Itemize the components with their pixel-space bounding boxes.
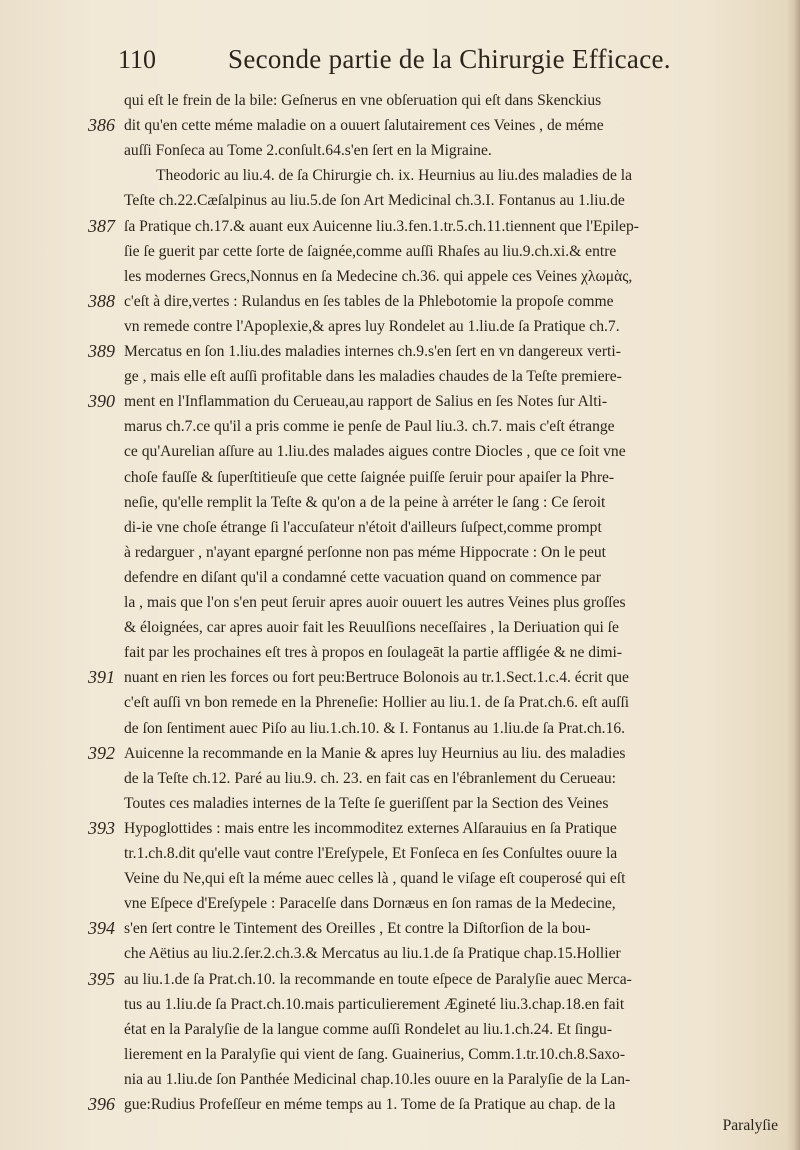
line-text: Veine du Ne,qui eſt la méme auec celles là , quand le viſage eſt couperosé qui eſt bbox=[124, 870, 626, 888]
line-text: Theodoric au liu.4. de ſa Chirurgie ch. ix. Heurnius au liu.des maladies de la bbox=[156, 167, 633, 185]
text-line bbox=[0, 1017, 800, 1042]
text-line bbox=[0, 1067, 800, 1092]
text-line bbox=[0, 615, 800, 640]
text-line bbox=[0, 339, 800, 364]
text-line bbox=[0, 941, 800, 966]
line-text: la , mais que l'on s'en peut ſeruir apres auoir ouuert les autres Veines plus groſſes bbox=[124, 594, 626, 611]
line-text: ce qu'Aurelian aſſure au 1.liu.des malades aigues contre Diocles , que ce ſoit vne bbox=[124, 443, 626, 461]
marginal-note-number: 390 bbox=[88, 391, 115, 412]
text-line bbox=[0, 239, 800, 264]
text-line bbox=[0, 214, 800, 239]
text-line bbox=[0, 791, 800, 816]
text-line bbox=[0, 188, 800, 213]
text-line bbox=[0, 289, 800, 314]
marginal-note-number: 393 bbox=[88, 817, 115, 838]
line-text: les modernes Grecs,Nonnus en ſa Medecine ch.36. qui appele ces Veines χλωμὰς, bbox=[124, 267, 633, 285]
text-line bbox=[0, 590, 800, 615]
text-line bbox=[0, 515, 800, 540]
text-line bbox=[0, 163, 800, 188]
text-line bbox=[0, 841, 800, 866]
line-text: s'en ſert contre le Tintement des Oreilles , Et contre la Diſtorſion de la bou- bbox=[124, 920, 591, 938]
page-number: 110 bbox=[118, 45, 157, 74]
line-text: marus ch.7.ce qu'il a pris comme ie penſe de Paul liu.3. ch.7. mais c'eſt étrange bbox=[124, 418, 615, 436]
line-text: ge , mais elle eſt auſſi profitable dans les maladies chaudes de la Teſte premiere- bbox=[124, 368, 622, 386]
line-text: état en la Paralyſie de la langue comme auſſi Rondelet au liu.1.ch.24. Et ſingu- bbox=[124, 1020, 613, 1038]
text-line bbox=[0, 967, 800, 992]
line-text: di-ie vne choſe étrange ſi l'accuſateur n'étoit d'ailleurs ſuſpect,comme prompt bbox=[124, 518, 602, 536]
marginal-note-number: 386 bbox=[88, 115, 115, 136]
text-line bbox=[0, 1042, 800, 1067]
marginal-note-number: 391 bbox=[88, 667, 115, 688]
line-text: dit qu'en cette méme maladie on a ouuert ſalutairement ces Veines , de méme bbox=[124, 117, 604, 135]
text-line bbox=[0, 816, 800, 841]
text-line bbox=[0, 716, 800, 741]
text-line bbox=[0, 690, 800, 715]
line-text: choſe fauſſe & ſuperſtitieuſe que cette ſaignée puiſſe ſeruir pour apaiſer la Phre- bbox=[124, 468, 615, 486]
running-title: Seconde partie de la Chirurgie Efficace. bbox=[228, 44, 671, 74]
line-text: Auicenne la recommande en la Manie & apres luy Heurnius au liu. des maladies bbox=[124, 744, 626, 762]
text-line bbox=[0, 665, 800, 690]
text-line bbox=[0, 866, 800, 891]
text-line bbox=[0, 741, 800, 766]
text-line bbox=[0, 364, 800, 389]
marginal-note-number: 387 bbox=[88, 215, 115, 236]
line-text: ſa Pratique ch.17.& auant eux Auicenne liu.3.fen.1.tr.5.ch.11.tiennent que l'Epilep- bbox=[124, 217, 639, 235]
text-line bbox=[0, 314, 800, 339]
text-line bbox=[0, 138, 800, 163]
page-header bbox=[118, 44, 698, 88]
marginal-note-number: 389 bbox=[88, 341, 115, 361]
text-line bbox=[0, 992, 800, 1017]
line-text: Hypoglottides : mais entre les incommoditez externes Alſarauius en ſa Pratique bbox=[124, 819, 617, 837]
text-line bbox=[0, 113, 800, 138]
marginal-note-number: 388 bbox=[88, 290, 115, 311]
text-line bbox=[0, 766, 800, 791]
text-line bbox=[0, 891, 800, 916]
line-text: qui eſt le frein de la bile: Geſnerus en vne obſeruation qui eſt dans Skenckius bbox=[124, 92, 602, 109]
text-line bbox=[0, 439, 800, 464]
line-text: ſie ſe guerit par cette ſorte de ſaignée,comme auſſi Rhaſes au liu.9.ch.xi.& entre bbox=[124, 242, 617, 260]
text-line bbox=[0, 414, 800, 439]
line-text: nuant en rien les forces ou fort peu:Bertruce Bolonois au tr.1.Sect.1.c.4. écrit que bbox=[124, 669, 629, 687]
line-text: Mercatus en ſon 1.liu.des maladies internes ch.9.s'en ſert en vn dangereux verti- bbox=[124, 343, 621, 360]
line-text: c'eſt à dire,vertes : Rulandus en ſes tables de la Phlebotomie la propoſe comme bbox=[124, 292, 614, 310]
line-text: ment en l'Inflammation du Cerueau,au rapport de Salius en ſes Notes ſur Alti- bbox=[124, 393, 608, 411]
line-text: Teſte ch.22.Cæſalpinus au liu.5.de ſon Art Medicinal ch.3.I. Fontanus au 1.liu.de bbox=[124, 192, 625, 210]
line-text: vn remede contre l'Apoplexie,& apres luy Rondelet au 1.liu.de ſa Pratique ch.7. bbox=[124, 317, 620, 335]
line-text: nia au 1.liu.de ſon Panthée Medicinal chap.10.les ouure en la Paralyſie de la Lan- bbox=[124, 1070, 631, 1088]
text-line bbox=[0, 465, 800, 490]
text-line bbox=[0, 916, 800, 941]
line-text: vne Eſpece d'Ereſypele : Paracelſe dans Dornæus en ſon ramas de la Medecine, bbox=[124, 895, 616, 913]
text-line bbox=[0, 565, 800, 590]
line-text: c'eſt auſſi vn bon remede en la Phreneſie: Hollier au liu.1. de ſa Prat.ch.6. eſt auſſi bbox=[124, 694, 630, 712]
line-text: à redarguer , n'ayant epargné perſonne non pas méme Hippocrate : On le peut bbox=[124, 543, 606, 561]
catchword: Paralyſie bbox=[722, 1117, 778, 1135]
text-line bbox=[0, 389, 800, 414]
line-text: Toutes ces maladies internes de la Teſte ſe gueriſſent par la Section des Veines bbox=[124, 794, 609, 812]
marginal-note-number: 395 bbox=[88, 968, 115, 989]
text-line bbox=[0, 264, 800, 289]
line-text: tus au 1.liu.de ſa Pract.ch.10.mais particulierement Ægineté liu.3.chap.18.en fait bbox=[124, 995, 625, 1013]
line-text: neſie, qu'elle remplit la Teſte & qu'on a de la peine à arréter le ſang : Ce ſeroit bbox=[124, 493, 606, 511]
marginal-note-number: 394 bbox=[88, 918, 115, 939]
text-line bbox=[0, 640, 800, 665]
line-text: au liu.1.de ſa Prat.ch.10. la recommande en toute eſpece de Paralyſie auec Merca- bbox=[124, 970, 632, 988]
line-text: & éloignées, car apres auoir fait les Reuulſions neceſſaires , la Deriuation qui ſe bbox=[124, 619, 619, 637]
line-text: lierement en la Paralyſie qui vient de ſang. Guainerius, Comm.1.tr.10.ch.8.Saxo- bbox=[124, 1045, 626, 1063]
line-text: auſſi Fonſeca au Tome 2.conſult.64.s'en ſert en la Migraine. bbox=[124, 142, 492, 160]
marginal-note-number: 392 bbox=[88, 742, 115, 763]
line-text: tr.1.ch.8.dit qu'elle vaut contre l'Ereſypele, Et Fonſeca en ſes Conſultes ouure la bbox=[124, 845, 618, 862]
text-line bbox=[0, 1092, 800, 1117]
text-line bbox=[0, 490, 800, 515]
line-text: de ſon ſentiment auec Piſo au liu.1.ch.10. & I. Fontanus au 1.liu.de ſa Prat.ch.16. bbox=[124, 719, 626, 737]
text-line bbox=[0, 540, 800, 565]
line-text: gue:Rudius Profeſſeur en méme temps au 1. Tome de ſa Pratique au chap. de la bbox=[124, 1096, 616, 1113]
marginal-note-number: 396 bbox=[88, 1094, 115, 1114]
line-text: fait par les prochaines eſt tres à propos en ſoulageāt la partie affligée & ne dimi- bbox=[124, 644, 623, 662]
line-text: de la Teſte ch.12. Paré au liu.9. ch. 23. en fait cas en l'ébranlement du Cerueau: bbox=[124, 769, 617, 787]
line-text: defendre en diſant qu'il a condamné cette vacuation quand on commence par bbox=[124, 568, 601, 586]
line-text: che Aëtius au liu.2.ſer.2.ch.3.& Mercatus au liu.1.de ſa Pratique chap.15.Hollier bbox=[124, 945, 621, 963]
text-line bbox=[0, 88, 800, 113]
